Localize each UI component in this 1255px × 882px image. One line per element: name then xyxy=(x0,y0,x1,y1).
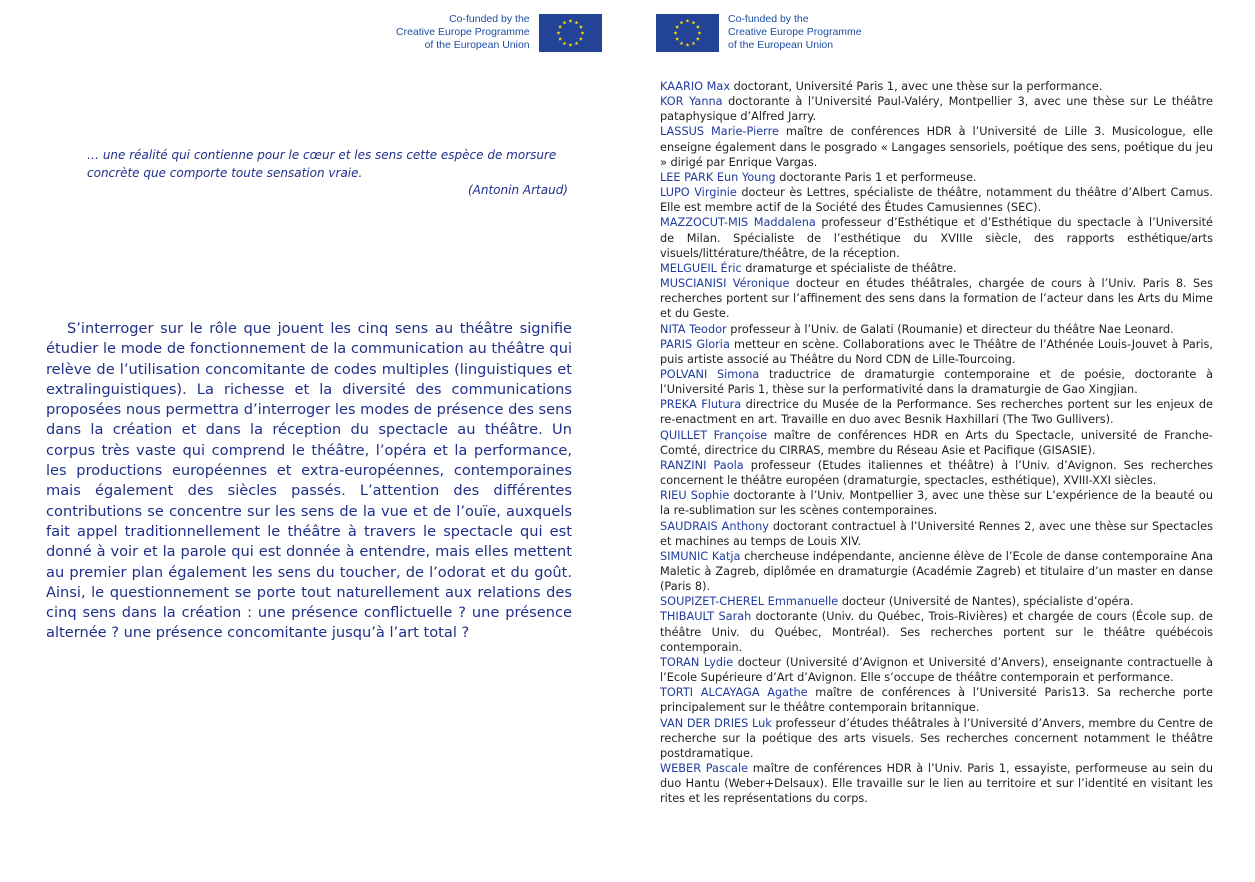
contributor-name: POLVANI Simona xyxy=(660,367,760,381)
contributor-entry xyxy=(660,458,1213,488)
contributor-desc: docteur (Université d’Avignon et Université d’Anvers), enseignante contractuelle à l’Ecole Supérieure d’Art d’Avignon. Elle s’occupe de théâtre contemporain et performance. xyxy=(660,655,1213,685)
contributor-entry xyxy=(660,322,1213,337)
contributor-entry xyxy=(660,609,1213,654)
contributor-desc: docteur en études théâtrales, chargée de cours à l’Univ. Paris 8. Ses recherches portent sur l’affinement des sens dans la formation de l’acteur dans les Arts du Mime et du Geste. xyxy=(660,277,1213,321)
eu-banner-text xyxy=(728,13,862,52)
contributor-entry xyxy=(660,124,1213,169)
contributor-desc: dramaturge et spécialiste de théâtre. xyxy=(741,261,957,275)
eu-banner-text xyxy=(396,13,530,52)
left-page xyxy=(0,0,627,882)
epigraph-text: … une réalité qui contienne pour le cœur et les sens cette espèce de morsure concrète que comporte toute sensation vraie. xyxy=(87,148,557,180)
contributor-desc: maître de conférences HDR à l’Univ. Paris 1, essayiste, performeuse au sein du duo Hantu (Weber+Delsaux). Elle travaille sur le lien au territoire et sur l’identité en visitant les rites et les représentations du corps. xyxy=(660,762,1213,806)
contributor-desc: professeur à l’Univ. de Galati (Roumanie) et directeur du théâtre Nae Leonard. xyxy=(726,322,1174,336)
contributor-entry xyxy=(660,594,1213,609)
contributor-entry xyxy=(660,337,1213,367)
contributor-name: QUILLET Françoise xyxy=(660,428,768,442)
contributor-entry xyxy=(660,215,1213,260)
contributor-entry xyxy=(660,79,1213,94)
contributor-desc: doctorante à l’Univ. Montpellier 3, avec une thèse sur L’expérience de la beauté ou la re-sublimation sur les scènes contemporaines. xyxy=(660,489,1213,518)
eu-banner-line1: Co-funded by the xyxy=(449,13,530,25)
contributor-name: SOUPIZET-CHEREL Emmanuelle xyxy=(660,595,839,609)
contributor-desc: traductrice de dramaturgie contemporaine et de poésie, doctorante à l’Université Paris 1, thèse sur la performativité dans la dramaturgie de Gao Xingjian. xyxy=(660,367,1214,397)
contributor-name: TORTI ALCAYAGA Agathe xyxy=(660,686,808,700)
contributor-desc: maître de conférences à l’Université Paris13. Sa recherche porte principalement sur le théâtre contemporain britannique. xyxy=(660,686,1213,715)
contributor-entry xyxy=(660,488,1213,518)
eu-banner-line1: Co-funded by the xyxy=(728,13,809,25)
contributor-entry xyxy=(660,397,1213,427)
contributor-desc: directrice du Musée de la Performance. Ses recherches portent sur les enjeux de re-enactment en art. Travaille en duo avec Besnik Haxhillari (The Two Gullivers). xyxy=(660,398,1213,427)
contributor-desc: maître de conférences HDR en Arts du Spectacle, université de Franche-Comté, directrice du CIRRAS, membre du Réseau Asie et Pacifique (GISASIE). xyxy=(660,428,1213,457)
contributor-desc: docteur (Université de Nantes), spécialiste d’opéra. xyxy=(838,595,1134,609)
contributor-desc: professeur d’études théâtrales à l’Université d’Anvers, membre du Centre de recherche sur la poétique des arts visuels. Ses recherches concernent notamment le théâtre postdramatique. xyxy=(660,716,1213,760)
contributor-name: MELGUEIL Éric xyxy=(660,261,742,275)
contributor-entry xyxy=(660,185,1213,215)
epigraph xyxy=(87,147,568,200)
contributor-desc: doctorante à l’Université Paul-Valéry, Montpellier 3, avec une thèse sur Le théâtre pataphysique d’Alfred Jarry. xyxy=(660,95,1213,124)
contributor-name: PREKA Flutura xyxy=(660,398,742,412)
eu-banner-line2: Creative Europe Programme xyxy=(396,26,530,38)
eu-banner-line3: of the European Union xyxy=(728,39,834,51)
contributor-entry xyxy=(660,276,1213,321)
contributor-entry xyxy=(660,428,1213,458)
contributor-entry xyxy=(660,367,1213,397)
contributor-entry xyxy=(660,549,1213,594)
contributor-name: KAARIO Max xyxy=(660,80,730,93)
contributor-name: MUSCIANISI Véronique xyxy=(660,277,790,291)
contributor-entry xyxy=(660,716,1213,761)
eu-flag-icon xyxy=(539,14,602,52)
eu-banner-line3: of the European Union xyxy=(424,39,530,51)
contributor-name: TORAN Lydie xyxy=(660,655,734,669)
contributor-name: LEE PARK Eun Young xyxy=(660,170,776,184)
contributor-entry xyxy=(660,261,1213,276)
contributor-entry xyxy=(660,761,1213,806)
contributor-name: THIBAULT Sarah xyxy=(660,610,752,624)
introduction-paragraph: S’interroger sur le rôle que jouent les cinq sens au théâtre signifie étudier le mode de fonctionnement de la communication au théâtre qui relève de l’utilisation concomitante de codes multiples (linguistiques et extralinguistiques). La richesse et la diversité des communications proposées nous permettra d’interroger les modes de présence des sens dans la création et dans la réception du spectacle au théâtre. Un corpus très vaste qui comprend le théâtre, l’opéra et la performance, les productions européennes et extra-européennes, contemporaines mais également des siècles passés. L’attention des différentes contributions se concentre sur les sens de la vue et de l’ouïe, auxquels fait appel traditionnellement le théâtre à travers le spectacle qui est donné à voir et la parole qui est donnée à entendre, mais elles mettent au premier plan également les sens du toucher, de l’odorat et du goût. Ainsi, le questionnement se porte tout naturellement aux relations des cinq sens dans la création : une présence conflictuelle ? une présence alternée ? une présence concomitante jusqu’à l’art total ? xyxy=(46,320,572,642)
right-page xyxy=(627,0,1255,882)
contributors-list xyxy=(660,79,1213,807)
contributor-name: NITA Teodor xyxy=(660,322,727,336)
contributor-desc: professeur (Etudes italiennes et théâtre) à l’Univ. d’Avignon. Ses recherches concernent le théâtre européen (dramaturgie, spectacles, esthétique), XVIII-XXI siècles. xyxy=(660,458,1213,488)
contributor-name: MAZZOCUT-MIS Maddalena xyxy=(660,216,816,230)
contributor-desc: chercheuse indépendante, ancienne élève de l’Ecole de danse contemporaine Ana Maletic à Zagreb, diplômée en dramaturgie (Académie Zagreb) et titulaire d’un master en danse (Paris 8). xyxy=(660,549,1214,594)
contributor-name: LASSUS Marie-Pierre xyxy=(660,125,779,139)
eu-cofunding-banner-left xyxy=(396,13,602,52)
contributor-desc: doctorante (Univ. du Québec, Trois-Rivières) et chargée de cours (École sup. de théâtre Univ. du Québec, Montréal). Ses recherches portent sur le théâtre québécois contemporain. xyxy=(660,610,1213,654)
eu-flag-icon xyxy=(656,14,719,52)
contributor-name: KOR Yanna xyxy=(660,95,723,109)
epigraph-author: (Antonin Artaud) xyxy=(467,183,568,197)
contributor-entry xyxy=(660,519,1213,549)
contributor-name: LUPO Virginie xyxy=(660,186,737,200)
contributor-entry xyxy=(660,655,1213,685)
contributor-name: SIMUNIC Katja xyxy=(660,549,741,563)
contributor-name: WEBER Pascale xyxy=(660,762,749,776)
contributor-name: SAUDRAIS Anthony xyxy=(660,519,769,533)
contributor-desc: professeur d’Esthétique et d’Esthétique du spectacle à l’Université de Milan. Spécialiste de l’esthétique du XVIIIe siècle, des rapports esthétique/arts visuels/littérature/théâtre, de la réception. xyxy=(660,216,1213,260)
contributor-name: RANZINI Paola xyxy=(660,458,744,472)
contributor-desc: doctorante Paris 1 et performeuse. xyxy=(775,170,977,184)
contributor-entry xyxy=(660,94,1213,124)
eu-cofunding-banner-right xyxy=(656,13,862,52)
contributor-name: RIEU Sophie xyxy=(660,489,730,503)
contributor-name: VAN DER DRIES Luk xyxy=(660,716,772,730)
eu-banner-line2: Creative Europe Programme xyxy=(728,26,862,38)
contributor-desc: metteur en scène. Collaborations avec le Théâtre de l’Athénée Louis-Jouvet à Paris, puis artiste associé au Théâtre du Nord CDN de Lille-Tourcoing. xyxy=(660,337,1213,366)
contributor-desc: doctorant contractuel à l’Université Rennes 2, avec une thèse sur Spectacles et machines au temps de Louis XIV. xyxy=(660,519,1213,548)
contributor-name: PARIS Gloria xyxy=(660,337,730,351)
contributor-entry xyxy=(660,685,1213,715)
contributor-desc: doctorant, Université Paris 1, avec une thèse sur la performance. xyxy=(730,80,1103,93)
contributor-desc: maître de conférences HDR à l’Université de Lille 3. Musicologue, elle enseigne également dans le posgrado « Langages sensoriels, poétique des sens, poétique du jeu » dirigé par Enrique Vargas. xyxy=(660,125,1214,169)
contributor-entry xyxy=(660,170,1213,185)
contributor-desc: docteur ès Lettres, spécialiste de théâtre, notamment du théâtre d’Albert Camus. Elle est membre actif de la Société des Études Camusiennes (SEC). xyxy=(660,186,1213,215)
